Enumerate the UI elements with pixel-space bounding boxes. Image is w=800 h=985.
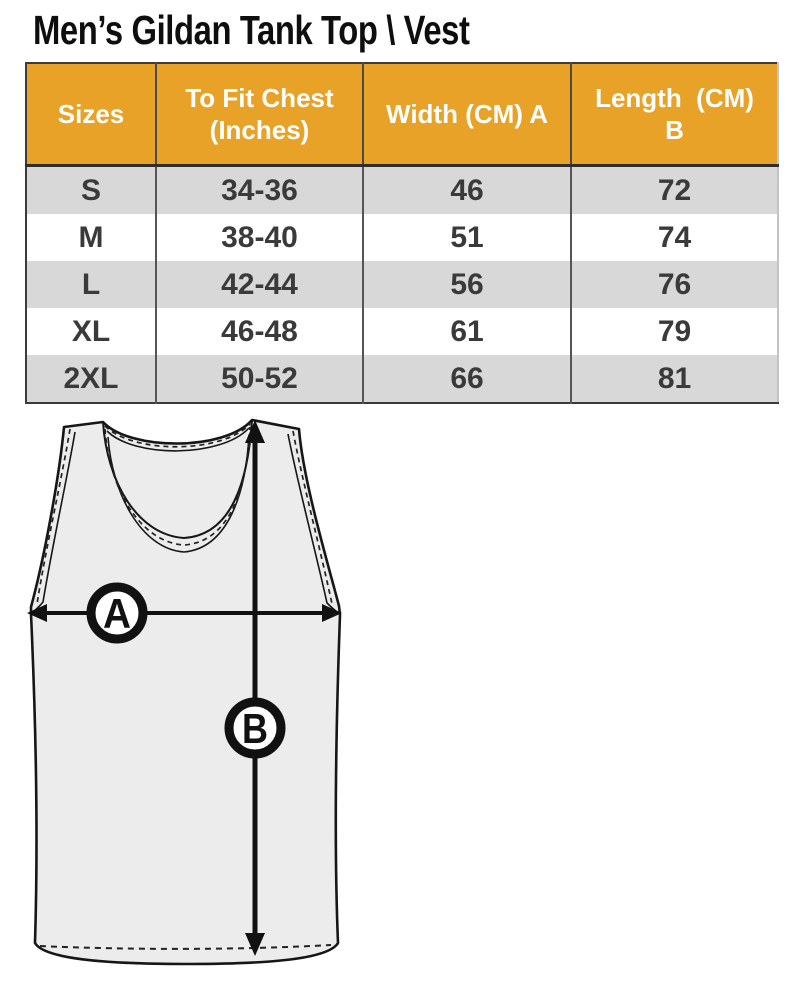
column-header-width: Width (CM) A — [363, 63, 571, 166]
table-row-l — [26, 261, 778, 308]
size-cell: M — [26, 214, 156, 261]
width-cell: 66 — [363, 355, 571, 403]
length-cell: 81 — [571, 355, 778, 403]
chest-cell: 46-48 — [156, 308, 363, 355]
measurement-a-badge — [91, 587, 143, 639]
table-row-2xl — [26, 355, 778, 403]
size-chart-table — [25, 62, 779, 404]
measurement-b-badge — [229, 702, 281, 754]
column-header-sizes: Sizes — [26, 63, 156, 166]
tank-top-diagram — [0, 415, 370, 985]
size-chart-header — [26, 63, 778, 166]
width-cell: 56 — [363, 261, 571, 308]
table-row-s — [26, 166, 778, 215]
length-cell: 74 — [657, 220, 692, 254]
size-cell: 2XL — [26, 355, 156, 403]
table-row-m — [26, 214, 778, 261]
chest-cell: 50-52 — [156, 355, 363, 403]
width-cell: 46 — [363, 166, 571, 215]
tank-outline — [31, 420, 340, 964]
page-title: Men’s Gildan Tank Top \ Vest — [33, 7, 470, 53]
length-cell: 72 — [571, 166, 778, 215]
table-row-xl — [26, 308, 778, 355]
chest-cell: 42-44 — [156, 261, 363, 308]
column-header-length: Length (CM) B — [571, 63, 778, 166]
size-cell: L — [26, 261, 156, 308]
width-cell: 61 — [363, 308, 571, 355]
chest-cell: 38-40 — [156, 214, 363, 261]
tank-top-svg — [0, 415, 370, 985]
width-cell: 51 — [363, 214, 571, 261]
label-a: A — [103, 590, 131, 637]
chest-cell: 34-36 — [156, 166, 363, 215]
label-b: B — [242, 705, 268, 752]
length-cell: 76 — [571, 261, 778, 308]
size-cell: XL — [26, 308, 156, 355]
length-cell: 79 — [657, 314, 692, 348]
size-cell: S — [26, 166, 156, 215]
column-header-chest: To Fit Chest (Inches) — [156, 63, 363, 166]
